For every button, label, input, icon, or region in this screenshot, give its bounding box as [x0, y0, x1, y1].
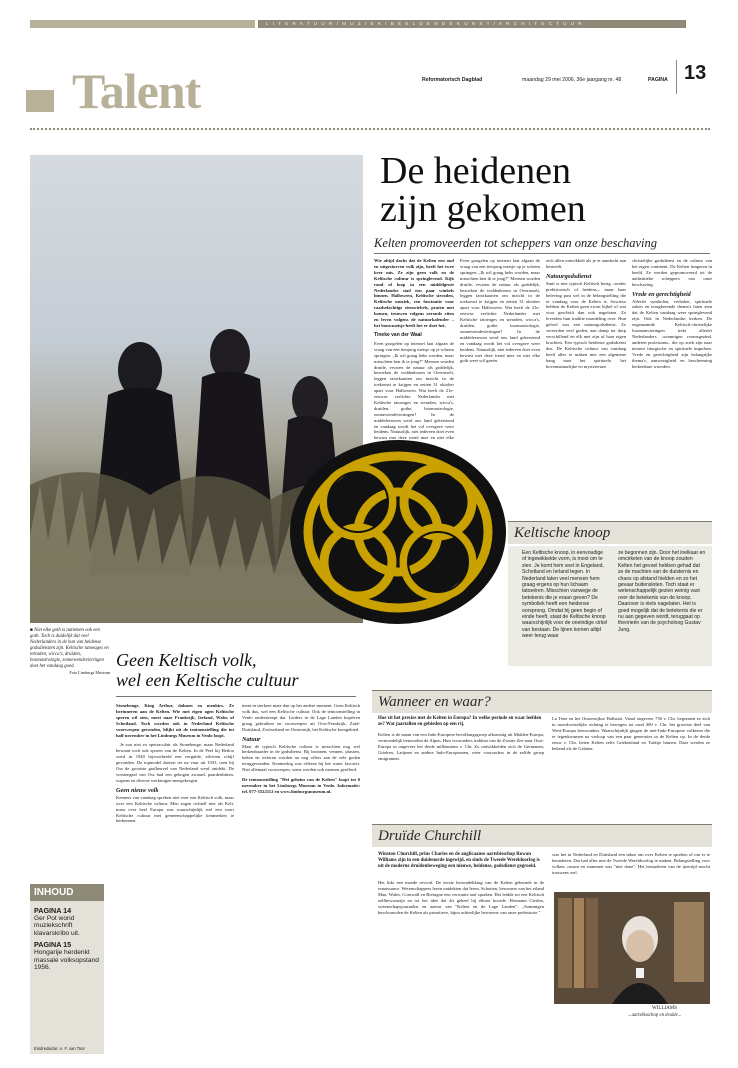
second-sub-body: Kenners van vandaag spreken niet over een Keltisch volk, maar over een Keltische cultuur. Men zagen richtelf niet als Kelt, maar over heel Europa was waarschijnlijk wel een soort Keltische cultuur met gemeenschappelijke kenmerken te herkennen. — [116, 794, 234, 824]
subheadline: Kelten promoveerden tot scheppers van onze beschaving — [374, 236, 658, 250]
main-col4-text: christelijke godsdienst en de cultuur van het eigen continent. De Kelten fungeren in beeld. Ze werden gepromoveerd tot de authentieke scheppers van onze beschaving. — [632, 258, 712, 287]
inhoud-page: PAGINA 14 — [34, 906, 72, 915]
second-intro: Stonehenge, King Arthur, dolmen en menhirs. Ze herinneren aan de Kelten. Wie met eigen ogen Keltische sporen wil zien, moet naar Frankrijk, Ierland, Wales of Schotland. Toch worden ook in Nederland Keltische voorwerpen gevonden, blijkt uit de tentoonstelling die tot half november in het Limburgs Museum in Venlo loopt. — [116, 703, 234, 738]
box-knoop-col-2: ze begonnen zijn. Door het inelkaar en omcirkelen van de knoop zouden Kelten het gevoel hebben gehad dat ze de machten van de duisternis en chaos op afstand hielden en zo het gevaar buitensloten. Toch staat er wetenschappelijk gezien weinig vast over de betekenis van de knoop. Daarover is niets nagelaten. Het is goed mogelijk dat de betekenis die er nu aan gegeven wordt, teruggaat op theorieën van de psycholoog Gustav Jung. — [618, 550, 706, 633]
date-line: maandag 29 mei 2006, 36e jaargang nr. 48 — [522, 77, 622, 83]
main-col3-text: zich allen ontwikkelt als je er aandacht aan besteedt. — [546, 258, 626, 269]
section-bar-left — [30, 20, 255, 28]
sub-vrede: Vrede en gerechtigheid — [632, 290, 691, 298]
main-col4-body: Allerlei symbolen, verhalen, spirituele zaken en terugkerende thema's laten zien dat de Kelten vandaag weer springlevend zijn. Ook in Nederlandse kerken. De zogenaamde Keltisch-christelijke losmaanvieringen trekt allerlei Nederlanders –sommigen roomsgezind, anderen protestants– die op zoek zijn naar nieuwe liturgische en spirituele impulsen. Vrede en gerechtigheid zijn belangrijke thema's, aanwezigheid en bescherming herkenbare woorden. — [632, 298, 712, 369]
box-knoop-title: Keltische knoop — [514, 525, 611, 541]
photo-credit: Foto Limburgs Museum — [69, 670, 110, 675]
inhoud-text: Hongarije herdenkt massale volksopstand 1956. — [34, 948, 99, 972]
sub-geen-nieuw-volk: Geen nieuw volk — [116, 786, 159, 794]
box-druide-header — [372, 824, 712, 847]
box-wanneer-col-2: La Tène en het Oostenrijkse Hallstatt. Vanaf ongeveer 750 v. Chr. begonnen ze zich in noordwestelijke richting te bewegen tot rond 400 v. Chr. het grootste deel van West-Europa bewoonden. Waarschijnlijk gingen de niet-Indo-Europese volkeren die er tegenkwamen na verloop van een paar generaties in de Kelten op. In de derde eeuw v. Chr. lieten Kelten zelfs Griekenland en Turkije binnen. Daar werden ze bekend als de Galaten. — [552, 716, 710, 751]
header-dotted-rule — [30, 128, 710, 130]
photo-caption — [30, 628, 110, 676]
main-article-col-3 — [546, 258, 626, 478]
williams-caption-text: ...aartsbisschop en druïde... — [628, 1013, 682, 1018]
section-bar: L I T E R A T U U R / M U Z I E K / B E E L D E N D E K U N S T / A R C H I T E C T U U R — [258, 20, 686, 28]
inhoud-text: Ger Pot wond muziekschrift klavarskribo uit. — [34, 914, 80, 937]
box-wanneer-lead: Hoe zit het precies met de Kelten in Europa? In welke periode en waar leefden ze? Wat jaartallen en gebieden op een rij. — [378, 716, 542, 727]
main-article-col-4 — [632, 258, 712, 480]
main-article-col-2 — [460, 258, 540, 458]
publication-name: Reformatorisch Dagblad — [422, 77, 483, 83]
headline-line-1: De heidenen — [380, 150, 571, 192]
box-druide-col-2: was het in Nederland en Duitsland een taboe om over Kelten te spreken of om er te benaderen. Dat had alles met de Tweede Wereldoorlog te maken. Belangstelling voor volken, rassen en stammen was "niet done". Het bestuderen van de ijzertijd mocht trouwens wel. — [552, 852, 710, 875]
second-body: Je zou niet zo spectaculair als Stonehenge, maar Nederland bewaart toch ook sporen van de Kelten. In de Peel bij Heiloo werd in 1940 bijvoorbeeld een vergulde, zilveren schijf gevonden. De topmodel dateert tot na vuur uit 1933, toen bij Oss de grootste grafheuvel van Nederland werd ontdekt. De vorstengraf van Oss had een gebogen zwaard, paardenbitten, wapens en diverse werktuigen meegekregen. — [116, 742, 234, 783]
main-headline — [380, 152, 586, 228]
second-col2-body: Maar de typisch Keltische cultuur is misschien nog wel herkenbaarder in de godsdienst. Bij bronnen, vennen, plassen, beken en rivieren worden nu nog offers aan de vele goden teruggevonden. Kenmerkig was offeren bij het water favoriet. Niet allemaal voorwerpen, soms werden ook mensen geofferd. — [242, 743, 360, 773]
sub-natuurgodsdienst: Natuurgodsdienst — [546, 272, 592, 280]
second-headline-line-1: Geen Keltisch volk, — [116, 650, 257, 670]
box-druide-lead: Winston Churchill, prins Charles en de anglicaanse aartsbisschop Rowan Williams zijn in een duidenorde ingewijd, en sinds de Tweede Wereldoorlog is uit de moderne druïdenbeweging een nieuwe, heidense, godsdienst gegroeid. — [378, 852, 540, 869]
exhibition-info: De tentoonstelling "Het geheim van de Kelten" loopt tot 6 november in het Limburgs Museum in Venlo. Informatie: tel. 077-3522112 en www.limburgsmuseum.nl. — [242, 777, 360, 794]
caption-text: Niet elke goth is natiemen ook een goth. Toch is duidelijk dat veel Nederlanders in de ban van heidense godsdiensten zijn. Keltische tatoeages en tetraden, wicca's, druïden, boomastrologie, zonnewendevieringen doet het vandaag goed. — [30, 628, 109, 669]
box-wanneer-title: Wanneer en waar? — [378, 694, 491, 710]
inhoud-item[interactable] — [34, 907, 100, 937]
second-headline-line-2: wel een Keltische cultuur — [116, 670, 299, 690]
headline-line-2: zijn gekomen — [380, 188, 586, 230]
main-article-col-1 — [374, 258, 454, 459]
second-headline — [116, 650, 298, 690]
sub-natuur: Natuur — [242, 735, 261, 743]
inhoud-page: PAGINA 15 — [34, 940, 72, 950]
box-knoop-col-1: Een Keltische knoop, in eenvoudige of ingewikkelde vorm, is mooi om te zien. Je komt hem veel in Engeland, Schotland en Ierland tegen. In Nederland laten veel mensen hem graag ergens op hun lichaam tatoeëren. Misschien vanwege de betekenis die je eraan geven? De symboliek heeft een heidense oorsprong. Omdat hij geen begin of einde heeft, staat de Keltische knoop waarschijnlijk voor de oneindige cirkel van bestaan. De lijnen komen altijd weer terug waar — [522, 550, 608, 640]
page-label: PAGINA — [648, 77, 668, 83]
second-article-col-2 — [242, 703, 360, 1033]
box-knoop-header — [508, 521, 712, 544]
byline: Tineke van der Waal — [374, 331, 422, 338]
main-intro: Wie altijd dacht dat de Kelten een oud en uitgestorven volk zijn, heeft het twee keer mis. Ze zijn geen volk en de Keltische cultuur is springlevend. Kijk rond of loop in een middelgrote Nederlandse stad een paar winkels binnen. Halloween, Keltische sieraden, Keltische muziek, een fascinatie voor raadselachtige steencirkels, praten met bomen, trouwen volgens oeroude riten en leven volgens de natuurkalender – het bouwmeisje heeft het er doet het. — [374, 258, 454, 328]
main-col2-continued: Even googelen op internet laat afgaan de vraag van een tienjarig meisje op je scherm springen: „Ik wil graag heks worden, maar misschien ben ik te jong?” Mensen worden druïde, ervaren de natuur als goddelijk, bezoeken de voddenboom in Overasselt, leggen tarotkaarten om inzicht in de toekomst te krijgen en zetten 31 oktober apart voor Halloween. Wat heeft de 21e-eeuwse verlichte Nederlander met Keltische tatoeages en sieraden, wicca's, druïden, gothe, boomastrologie, zonnewendevieringen? In de middeleeuwen werd ons land gekerstend en vandaag wordt het vol overgave weer heidens. Natuurlijk, niet iedereen doet even bewust met deze trend mee en niet elke goth weet wil geeën. — [460, 258, 540, 364]
inhoud-box — [30, 884, 104, 1054]
second-headline-rule — [116, 696, 356, 697]
inhoud-item[interactable] — [34, 941, 100, 971]
inhoud-title: INHOUD — [30, 884, 104, 901]
second-col2-text: ment in sterkere mate dan op het andere moment. Geen Keltisch volk dus, wel een Keltische cultuur. Ook de tentoonstelling in Venlo onderstreept dat. Leiders in de Lage Landen kopiëren graag gebruiken en voorwerpen uit Oost-Frankrijk, Zuid-Duitsland, Zwitserland en Oostenrijk, het Keltische kerngebied. — [242, 703, 360, 732]
page-number: 13 — [684, 62, 707, 84]
subheadline-rule — [374, 253, 710, 254]
caption-bullet-icon: ■ — [30, 628, 35, 633]
second-article-col-1 — [116, 703, 234, 1033]
williams-caption-name: WILLIAMS — [652, 1006, 677, 1011]
section-title: Talent — [72, 63, 201, 119]
inhoud-editor: Eindredactie: A. F. van Toor — [34, 1046, 85, 1051]
box-druide-title: Druïde Churchill — [378, 828, 482, 844]
williams-portrait-icon — [554, 892, 710, 1004]
williams-photo — [554, 892, 710, 1004]
box-wanneer-col-1: Kelten is de naam van een Indo-Europese bevolkingsgroep afkomstig uit Midden-Europa, vermoedelijk benoorden de Alpen. Hun voorouders trokken van de Zwarte Zee naar Oost-Europa in ongeveer het derde millennium v. Chr. Zo ontwikkelden zich de Germanen, Grieken, Latijnen en andere Indo-Europeanen, weer voorouders in de zelfde groep emigranten. — [378, 732, 544, 761]
celtic-knot-icon — [278, 432, 518, 632]
main-col2-text: Even googelen op internet laat afgaan de vraag van een tienjarig meisje op je scherm springen: „Ik wil graag heks worden, maar misschien ben ik te jong?” Mensen worden druïde, ervaren de natuur als goddelijk, bezoeken de voddenboom in Overasselt, leggen tarotkaarten om inzicht in de toekomst te krijgen en zetten 31 oktober apart voor Halloween. Wat heeft de 21e-eeuwse verlichte Nederlander met Keltische tatoeages en sieraden, wicca's, druïden, gothe, boomastrologie, zonnewendevieringen? In de middeleeuwen werd ons land gekerstend en vandaag wordt het vol overgave weer heidens. Natuurlijk, niet iedereen doet even bewust met deze trend mee en niet elke goth weet wil geeën. — [374, 340, 454, 447]
header-rule — [676, 60, 677, 94]
talent-block — [26, 90, 54, 112]
celtic-knot-graphic — [278, 432, 518, 632]
box-wanneer-header — [372, 690, 712, 713]
main-col3-body: Smit is niet typisch Keltisch bezig –eerder prehistorisch of heidens–, maar haar beleving past wel in de belangstelling die er vandaag voor de Kelten is. Sowieso hebben de Kelten geen zwart bijbel of wat voor geschrift dan ook nagelaten. Ze leverden hun traditie mondeling over. Hun geloof was een natuurgodsdienst. Ze vereerden veel goden, aan damp tot dorp verschillend en elk met zijn of haar eigen krachten. Een typisch heidense godsdienst dus. De Keltische cultuur van vandaag heeft alles te maken met een algemene hang naar het spirituele, het bovennatuurlijke en mysterieuze. — [546, 280, 626, 369]
box-druide-col-1: Het liikt een moede revival. De eerste herontdekking van de Kelten gebeurde in de renaissance. Wetenschappers lezen ontdekten dat Ieren, Schotten, bewoners van het eiland Man, Wales, Cornwall en Bretagne een verwante taal spraken. Het leidde tot een Keltisch zelfbewustzijn en tot het idee dat dit geheel bij elkaar hoorde. Hermann Cierlen, wetenschapsjournalist en auteur van "Kelten en de Lage Landen": „Sommigen beschouwden de Kelten als primitieve, bijna achterlijke bewoners van onze prehistorie." — [378, 880, 544, 915]
